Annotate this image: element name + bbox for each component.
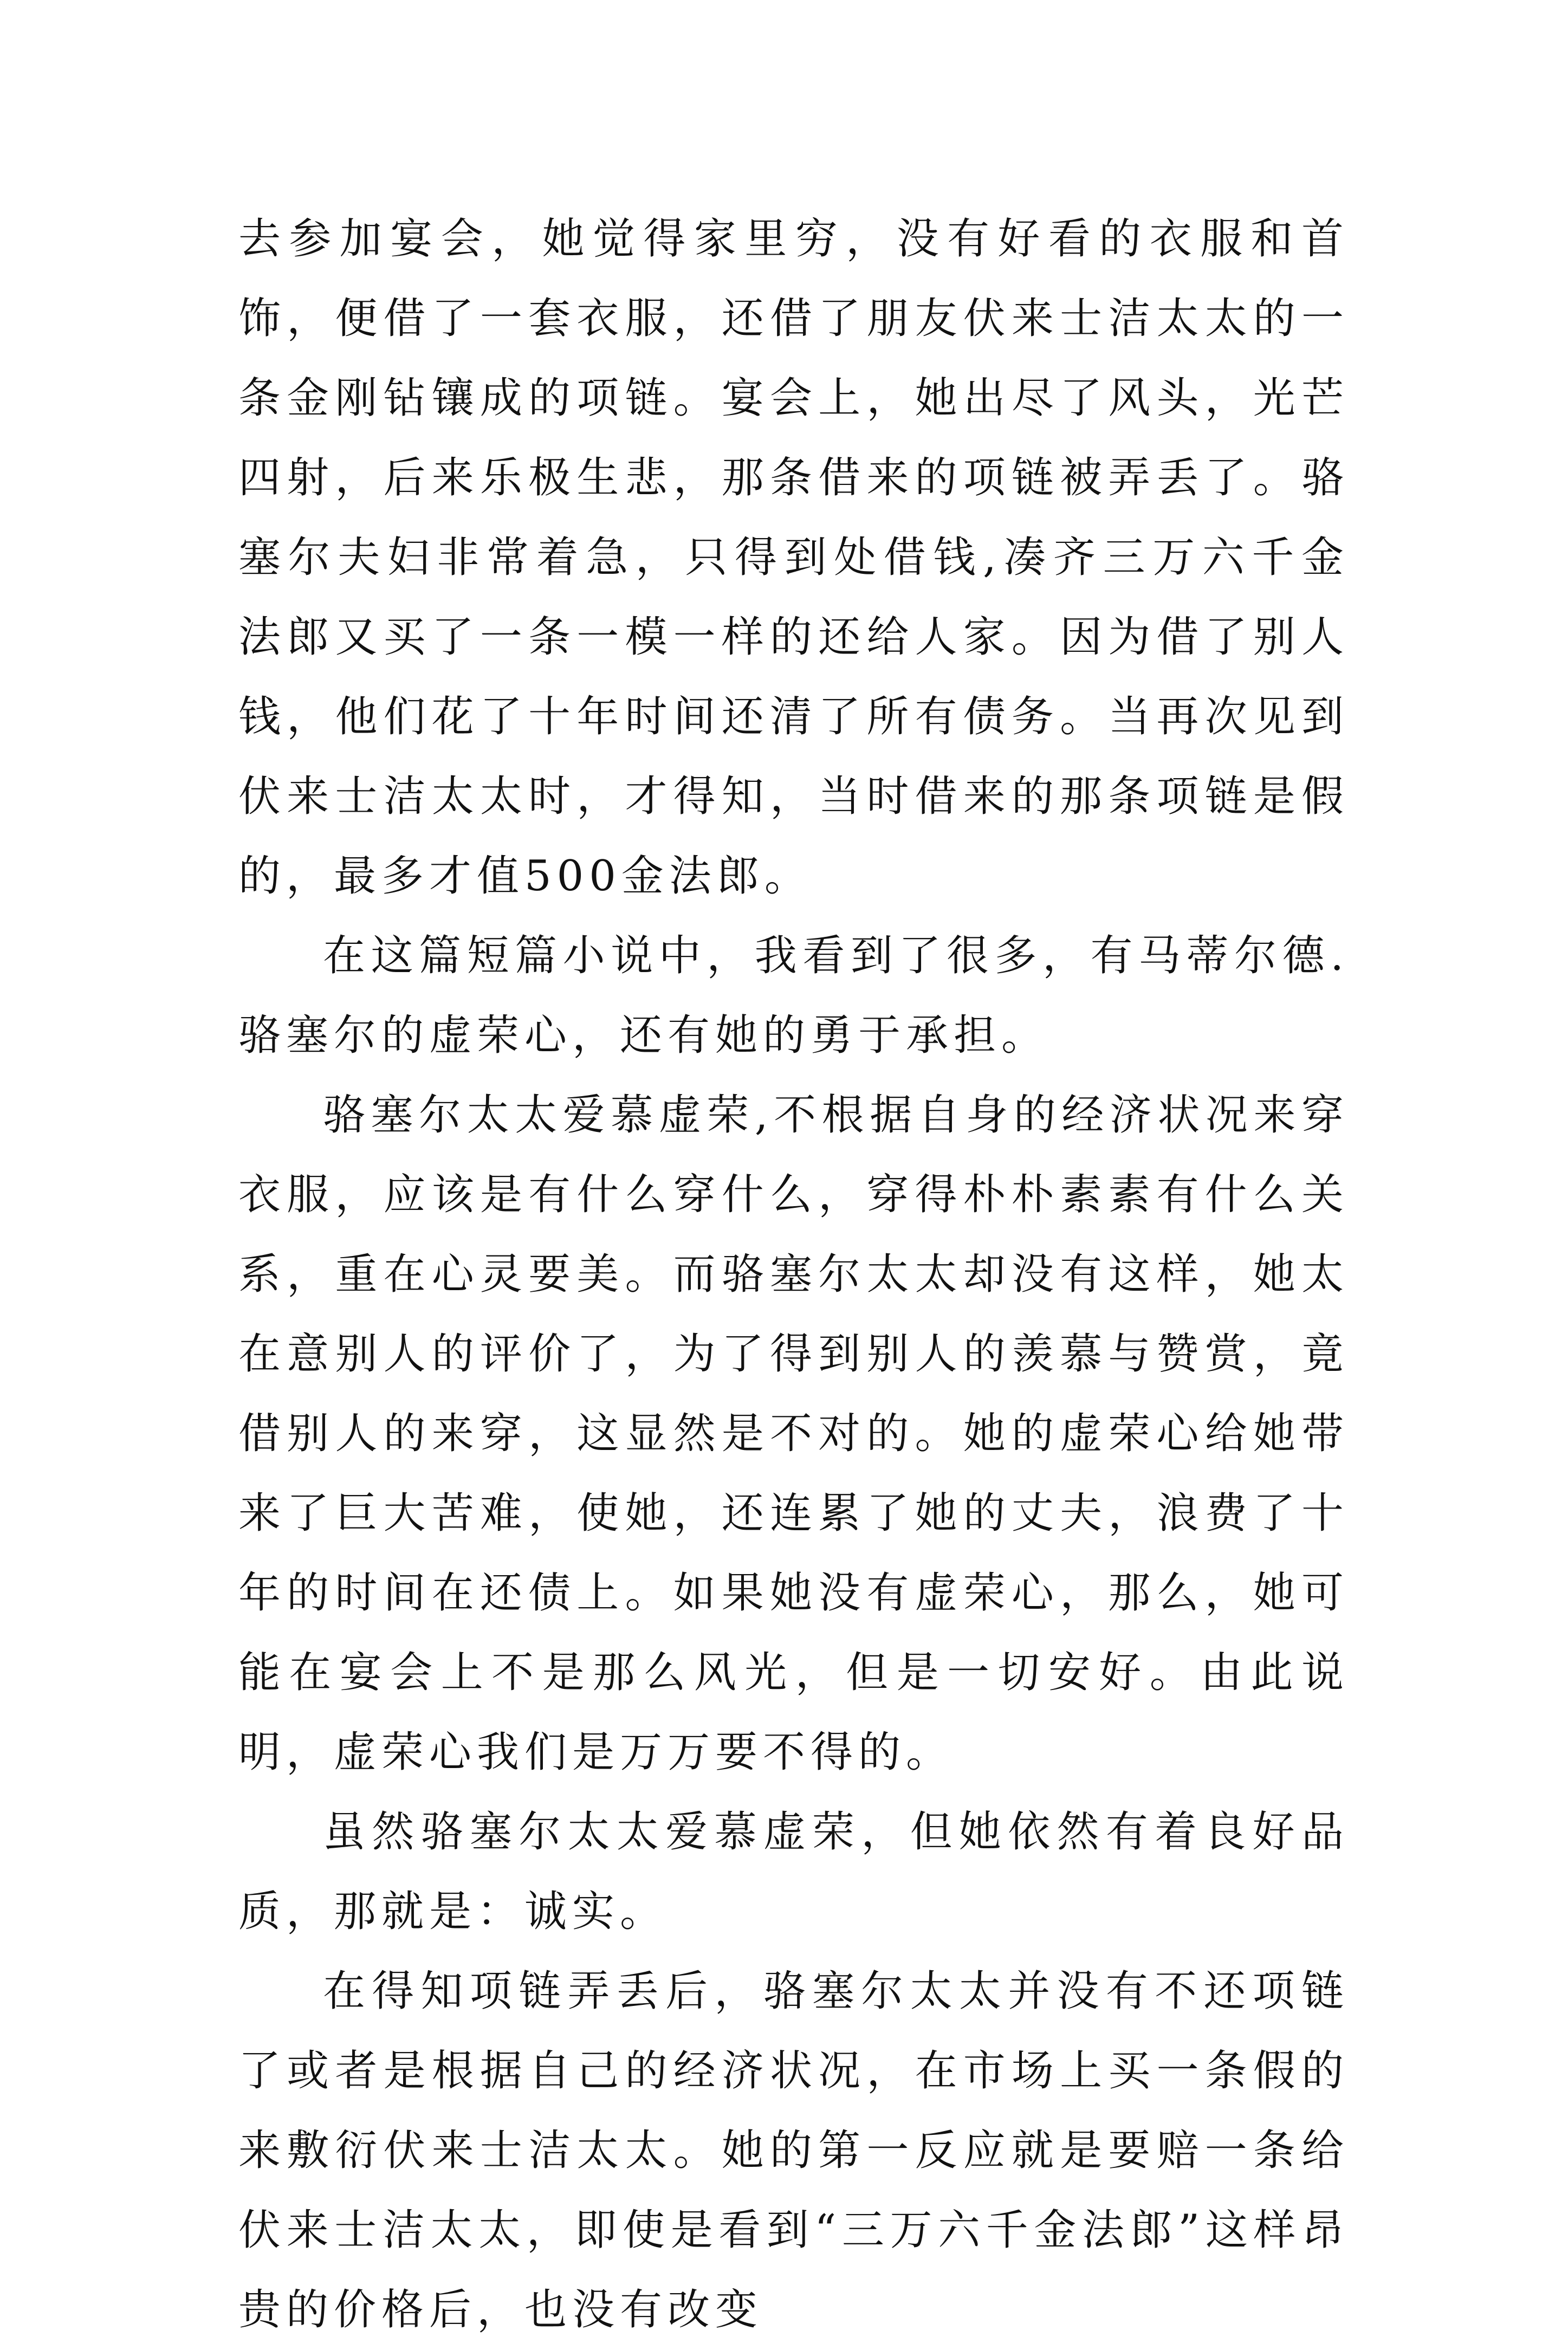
body-text xyxy=(238,199,1349,2350)
paragraph-5: 在得知项链弄丢后，骆塞尔太太并没有不还项链了或者是根据自己的经济状况，在市场上买一条假的来敷衍伏来士洁太太。她的第一反应就是要赔一条给伏来士洁太太，即使是看到“三万六千金法郎”这样昂贵的价格后，也没有改变 xyxy=(238,1967,1349,2334)
paragraph-2: 在这篇短篇小说中，我看到了很多，有马蒂尔德.骆塞尔的虚荣心，还有她的勇于承担。 xyxy=(238,931,1349,1060)
paragraph-1: 去参加宴会，她觉得家里穷，没有好看的衣服和首饰，便借了一套衣服，还借了朋友伏来士洁太太的一条金刚钻镶成的项链。宴会上，她出尽了风头，光芒四射，后来乐极生悲，那条借来的项链被弄丢了。骆塞尔夫妇非常着急，只得到处借钱,凑齐三万六千金法郎又买了一条一模一样的还给人家。因为借了别人钱，他们花了十年时间还清了所有债务。当再次见到伏来士洁太太时，才得知，当时借来的那条项链是假的，最多才值500金法郎。 xyxy=(238,215,1349,901)
paragraph-3: 骆塞尔太太爱慕虚荣,不根据自身的经济状况来穿衣服，应该是有什么穿什么，穿得朴朴素素有什么关系，重在心灵要美。而骆塞尔太太却没有这样，她太在意别人的评价了，为了得到别人的羡慕与赞赏，竟借别人的来穿，这显然是不对的。她的虚荣心给她带来了巨大苦难，使她，还连累了她的丈夫，浪费了十年的时间在还债上。如果她没有虚荣心，那么，她可能在宴会上不是那么风光，但是一切安好。由此说明，虚荣心我们是万万要不得的。 xyxy=(238,1091,1349,1777)
paragraph-4: 虽然骆塞尔太太爱慕虚荣，但她依然有着良好品质，那就是：诚实。 xyxy=(238,1808,1349,1936)
